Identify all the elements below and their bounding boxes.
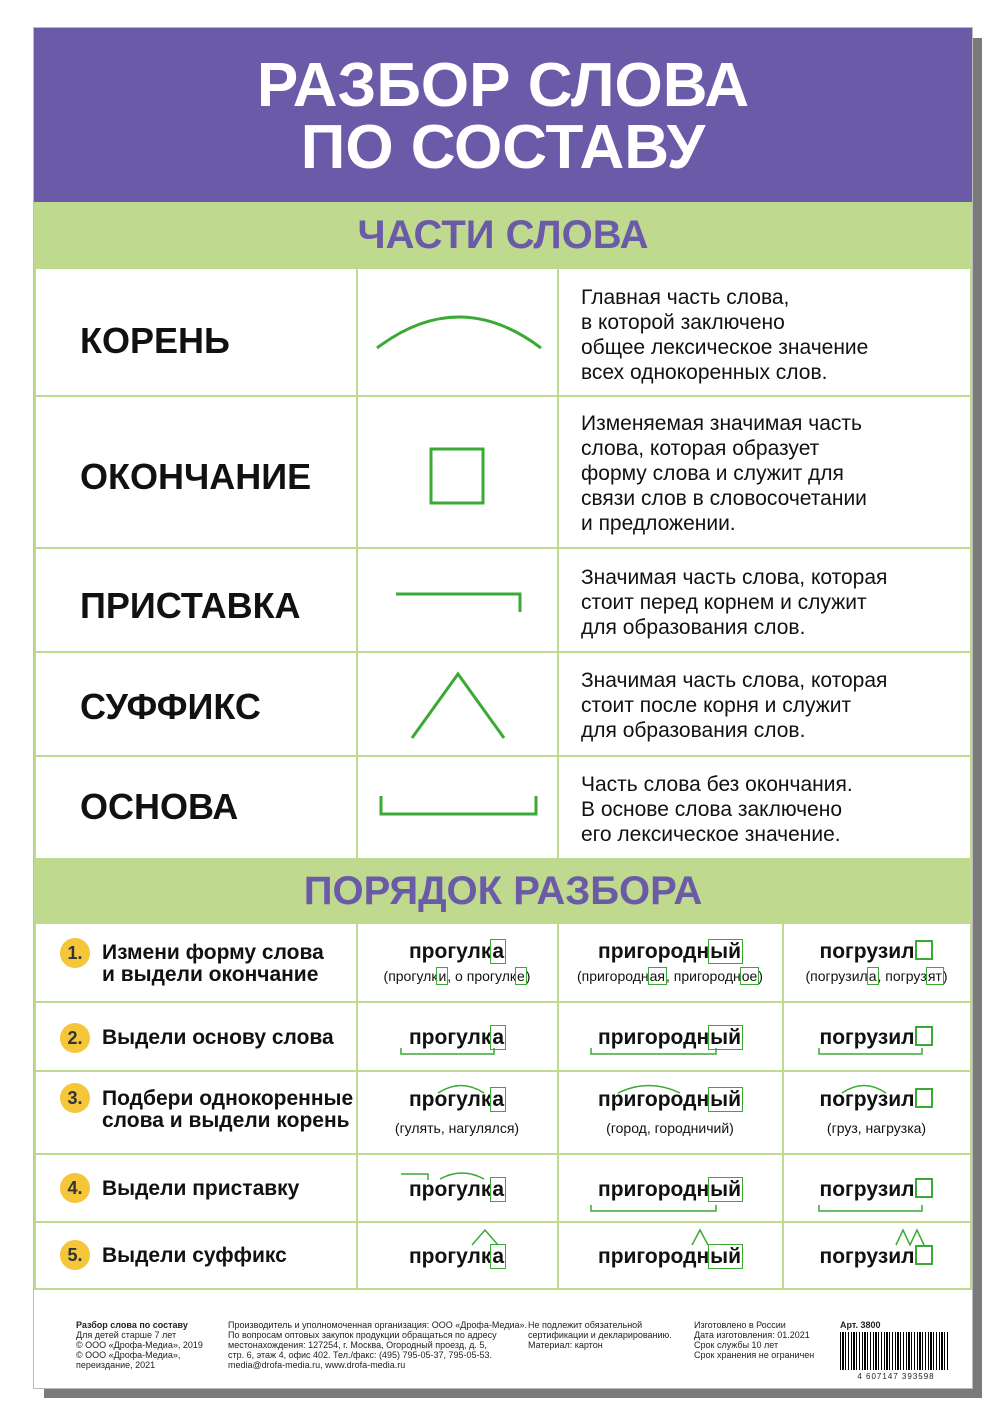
word-prigorodnyy — [558, 1088, 782, 1112]
word-stem: погрузил — [819, 1178, 915, 1201]
footer-line: Дата изготовления: 01.2021 — [694, 1330, 810, 1340]
footer-certification — [528, 1320, 672, 1350]
term-suffix: СУФФИКС — [80, 686, 261, 727]
word-prigorodnyy — [558, 1178, 782, 1202]
word-stem: пригородн — [598, 940, 710, 963]
grid-line — [34, 1153, 972, 1155]
word-forms — [357, 968, 557, 984]
word-prigorodnyy — [558, 1245, 782, 1269]
form-ending: и — [438, 968, 447, 984]
word-ending: ый — [710, 1245, 741, 1268]
footer-line: Производитель и уполномоченная организация: ООО «Дрофа-Медиа». — [228, 1320, 528, 1330]
desc-line: стоит после корня и служит — [581, 694, 852, 717]
form-part: , пригородн — [666, 968, 741, 984]
desc-line: общее лексическое значение — [581, 336, 869, 359]
term-root: КОРЕНЬ — [80, 320, 230, 361]
word-ending: а — [492, 940, 505, 963]
word-progulka — [357, 1245, 557, 1269]
step-1-text — [102, 942, 324, 986]
form-ending: е — [516, 968, 525, 984]
word-stem: прогулк — [408, 1178, 492, 1201]
caret-icon — [408, 668, 508, 742]
word-stem: погрузил — [819, 1088, 915, 1111]
form-part: ) — [758, 968, 763, 984]
footer-line: стр. 6, этаж 4, офис 402. Тел./факс: (495) 795-05-37, 795-05-53. — [228, 1350, 493, 1360]
word-ending: а — [492, 1245, 505, 1268]
desc-line: слова, которая образует — [581, 437, 820, 460]
word-stem: прогулк — [408, 1245, 492, 1268]
word-prigorodnyy — [558, 940, 782, 964]
parts-header: ЧАСТИ СЛОВА — [34, 202, 972, 269]
step-4-text — [102, 1178, 299, 1200]
empty-ending-icon — [915, 1088, 933, 1108]
word-stem: погрузил — [819, 1245, 915, 1268]
footer-product-info — [76, 1320, 203, 1370]
grid-line — [34, 1001, 972, 1003]
step-2-text — [102, 1027, 334, 1049]
square-icon — [428, 446, 488, 506]
step-3-text — [102, 1088, 353, 1132]
form-part: (прогулк — [383, 968, 438, 984]
grid-line — [557, 269, 559, 858]
base-bracket-icon — [378, 794, 540, 818]
footer-line: Срок хранения не ограничен — [694, 1350, 815, 1360]
word-ending: ый — [710, 1088, 741, 1111]
form-ending: ая — [649, 968, 665, 984]
footer-line: Материал: картон — [528, 1340, 603, 1350]
step-text-line: и выдели окончание — [102, 963, 319, 986]
grid-line — [34, 395, 972, 397]
barcode-number: 4 607147 393598 — [857, 1372, 935, 1381]
footer-line: Изготовлено в России — [694, 1320, 786, 1330]
form-part: ) — [942, 968, 948, 984]
arc-icon — [374, 304, 544, 354]
caret-icon — [894, 1228, 926, 1246]
step-number-badge: 3. — [60, 1083, 90, 1113]
prefix-bracket-icon — [394, 590, 526, 614]
footer-line: © ООО «Дрофа-Медиа», 2019 — [76, 1340, 203, 1350]
step-text-line: Выдели приставку — [102, 1177, 300, 1200]
word-pogruzil — [783, 1026, 970, 1050]
step-number-badge: 4. — [60, 1173, 90, 1203]
desc-line: для образования слов. — [581, 719, 806, 742]
step-text-line: Выдели основу слова — [102, 1026, 334, 1049]
desc-line: Изменяемая значимая часть — [581, 412, 862, 435]
step-5-text — [102, 1245, 287, 1267]
word-pogruzil — [783, 1245, 970, 1269]
step-text-line: Измени форму слова — [102, 941, 324, 964]
grid-line — [34, 547, 972, 549]
suffix-description — [581, 668, 961, 743]
word-stem: погрузил — [819, 1026, 915, 1049]
empty-ending-icon — [915, 1026, 933, 1046]
step-number-badge: 5. — [60, 1240, 90, 1270]
form-ending: а — [868, 968, 877, 984]
word-ending: ый — [710, 1026, 741, 1049]
title-line-2: ПО СОСТАВУ — [300, 113, 706, 182]
word-progulka — [357, 1026, 557, 1050]
word-stem: пригородн — [598, 1088, 710, 1111]
word-ending: а — [492, 1178, 505, 1201]
word-pogruzil — [783, 1088, 970, 1112]
base-bracket-icon — [818, 1048, 924, 1056]
desc-line: Значимая часть слова, которая — [581, 669, 888, 692]
step-number-badge: 2. — [60, 1023, 90, 1053]
term-base: ОСНОВА — [80, 786, 239, 827]
desc-line: всех однокоренных слов. — [581, 361, 828, 384]
caret-icon — [690, 1228, 710, 1246]
word-ending: ый — [710, 1178, 741, 1201]
desc-line: Значимая часть слова, которая — [581, 566, 888, 589]
prefix-description — [581, 565, 961, 640]
word-progulka — [357, 1088, 557, 1112]
word-forms — [783, 968, 970, 984]
barcode-icon — [840, 1332, 950, 1370]
grid-line — [34, 1221, 972, 1223]
caret-icon — [470, 1228, 500, 1246]
word-ending: а — [492, 1088, 505, 1111]
ending-description — [581, 411, 961, 536]
footer-line: © ООО «Дрофа-Медиа», — [76, 1350, 181, 1360]
word-pogruzil — [783, 1178, 970, 1202]
root-description — [581, 285, 961, 385]
term-ending: ОКОНЧАНИЕ — [80, 456, 312, 497]
article-number: Арт. 3800 — [840, 1320, 881, 1330]
grid-line — [34, 924, 36, 1290]
footer-line: местонахождения: 127254, г. Москва, Огородный проезд, д. 5, — [228, 1340, 487, 1350]
footer-line: media@drofa-media.ru, www.drofa-media.ru — [228, 1360, 406, 1370]
desc-line: в которой заключено — [581, 311, 785, 334]
grid-line — [970, 269, 972, 858]
related-words: (гулять, нагулялся) — [394, 1120, 520, 1136]
title-line-1: РАЗБОР СЛОВА — [256, 51, 750, 120]
word-stem: прогулк — [408, 1026, 492, 1049]
desc-line: Часть слова без окончания. — [581, 773, 853, 796]
grid-line — [34, 651, 972, 653]
grid-line — [970, 924, 972, 1290]
step-text-line: слова и выдели корень — [102, 1109, 350, 1132]
related-words: (груз, нагрузка) — [826, 1120, 927, 1136]
word-pogruzil — [783, 940, 970, 964]
footer-line: Для детей старше 7 лет — [76, 1330, 177, 1340]
term-prefix: ПРИСТАВКА — [80, 585, 301, 626]
step-text-line: Выдели суффикс — [102, 1244, 287, 1267]
footer-line: сертификации и декларированию. — [528, 1330, 672, 1340]
desc-line: связи слов в словосочетании — [581, 487, 867, 510]
word-ending: а — [492, 1026, 505, 1049]
form-part: , погруз — [877, 968, 927, 984]
word-progulka — [357, 940, 557, 964]
grid-line — [34, 1070, 972, 1072]
footer-manufacturer — [228, 1320, 527, 1370]
desc-line: Главная часть слова, — [581, 286, 790, 309]
form-part: (пригородн — [577, 968, 649, 984]
grid-line — [34, 269, 36, 858]
word-stem: прогулк — [408, 940, 492, 963]
empty-ending-icon — [915, 1245, 933, 1265]
base-description — [581, 772, 961, 847]
desc-line: В основе слова заключено — [581, 798, 843, 821]
desc-line: для образования слов. — [581, 616, 806, 639]
footer — [34, 1290, 972, 1388]
desc-line: стоит перед корнем и служит — [581, 591, 867, 614]
form-part: , о прогулк — [447, 968, 516, 984]
footer-line: Не подлежит обязательной — [528, 1320, 643, 1330]
footer-line: Срок службы 10 лет — [694, 1340, 779, 1350]
footer-line: По вопросам оптовых закупок продукции обращаться по адресу — [228, 1330, 497, 1340]
base-bracket-icon — [400, 1048, 496, 1056]
word-forms — [558, 968, 782, 984]
form-part: (погрузил — [805, 968, 868, 984]
word-ending: ый — [710, 940, 741, 963]
word-stem: прогулк — [408, 1088, 492, 1111]
form-part: ) — [525, 968, 531, 984]
form-ending: ое — [741, 968, 758, 984]
word-stem: пригородн — [598, 1026, 710, 1049]
footer-line: Разбор слова по составу — [76, 1320, 188, 1330]
related-words: (город, городничий) — [606, 1120, 734, 1136]
empty-ending-icon — [915, 1178, 933, 1198]
empty-ending-icon — [915, 940, 933, 960]
desc-line: его лексическое значение. — [581, 823, 841, 846]
base-bracket-icon — [818, 1205, 924, 1213]
desc-line: и предложении. — [581, 512, 736, 535]
footer-line: переиздание, 2021 — [76, 1360, 156, 1370]
word-stem: пригородн — [598, 1178, 710, 1201]
base-bracket-icon — [590, 1205, 718, 1213]
step-text-line: Подбери однокоренные — [102, 1087, 354, 1110]
order-header: ПОРЯДОК РАЗБОРА — [34, 858, 972, 924]
footer-production — [694, 1320, 814, 1360]
title-banner — [34, 28, 972, 202]
grid-line — [34, 755, 972, 757]
word-stem: погрузил — [819, 940, 915, 963]
step-number-badge: 1. — [60, 938, 90, 968]
word-stem: пригородн — [598, 1245, 710, 1268]
base-bracket-icon — [590, 1048, 718, 1056]
desc-line: форму слова и служит для — [581, 462, 844, 485]
word-progulka — [357, 1178, 557, 1202]
form-ending: ят — [927, 968, 942, 984]
grid-line — [356, 269, 358, 858]
poster — [34, 28, 972, 1388]
word-prigorodnyy — [558, 1026, 782, 1050]
